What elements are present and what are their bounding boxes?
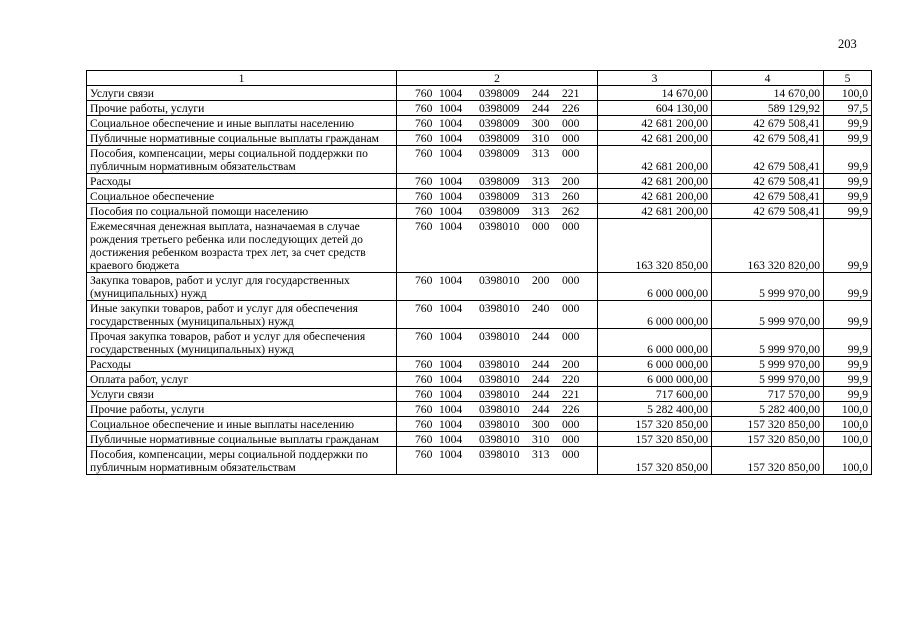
row-percent: 99,9 <box>824 273 872 301</box>
code-target: 0398010 <box>479 220 520 233</box>
row-codes <box>397 174 598 189</box>
row-name: Услуги связи <box>87 86 397 101</box>
code-ministry: 760 <box>415 302 433 315</box>
table-row <box>87 219 872 273</box>
code-ministry: 760 <box>415 433 433 446</box>
code-ministry: 760 <box>415 190 433 203</box>
row-percent: 100,0 <box>824 417 872 432</box>
header-col-3: 3 <box>598 71 712 86</box>
row-codes <box>397 447 598 475</box>
code-type: 313 <box>532 147 550 160</box>
code-target: 0398010 <box>479 388 520 401</box>
code-kosgu: 200 <box>562 175 580 188</box>
code-ministry: 760 <box>415 220 433 233</box>
code-ministry: 760 <box>415 87 433 100</box>
row-actual-amount: 42 679 508,41 <box>712 174 824 189</box>
row-plan-amount: 42 681 200,00 <box>598 174 712 189</box>
code-ministry: 760 <box>415 175 433 188</box>
row-percent: 99,9 <box>824 372 872 387</box>
row-plan-amount: 163 320 850,00 <box>598 219 712 273</box>
row-name: Расходы <box>87 174 397 189</box>
code-target: 0398010 <box>479 433 520 446</box>
row-plan-amount: 6 000 000,00 <box>598 329 712 357</box>
row-percent: 99,9 <box>824 219 872 273</box>
table-row <box>87 273 872 301</box>
code-section: 1004 <box>439 87 463 100</box>
row-name: Пособия, компенсации, меры социальной поддержки по публичным нормативным обязательствам <box>87 447 397 475</box>
row-name: Пособия, компенсации, меры социальной поддержки по публичным нормативным обязательствам <box>87 146 397 174</box>
row-codes <box>397 116 598 131</box>
code-section: 1004 <box>439 132 463 145</box>
code-target: 0398009 <box>479 117 520 130</box>
code-type: 244 <box>532 102 550 115</box>
row-codes <box>397 357 598 372</box>
row-name: Социальное обеспечение и иные выплаты населению <box>87 417 397 432</box>
code-target: 0398010 <box>479 330 520 343</box>
code-target: 0398010 <box>479 448 520 461</box>
row-name: Прочие работы, услуги <box>87 101 397 116</box>
code-kosgu: 000 <box>562 147 580 160</box>
row-plan-amount: 6 000 000,00 <box>598 357 712 372</box>
row-actual-amount: 5 999 970,00 <box>712 357 824 372</box>
row-actual-amount: 42 679 508,41 <box>712 146 824 174</box>
header-col-4: 4 <box>712 71 824 86</box>
table-row <box>87 372 872 387</box>
row-codes <box>397 301 598 329</box>
row-name: Публичные нормативные социальные выплаты гражданам <box>87 432 397 447</box>
code-section: 1004 <box>439 433 463 446</box>
code-ministry: 760 <box>415 388 433 401</box>
code-type: 300 <box>532 418 550 431</box>
row-codes <box>397 189 598 204</box>
row-percent: 99,9 <box>824 204 872 219</box>
code-type: 200 <box>532 274 550 287</box>
row-plan-amount: 157 320 850,00 <box>598 417 712 432</box>
code-target: 0398009 <box>479 190 520 203</box>
table-row <box>87 402 872 417</box>
row-plan-amount: 42 681 200,00 <box>598 204 712 219</box>
header-col-5: 5 <box>824 71 872 86</box>
row-actual-amount: 5 999 970,00 <box>712 301 824 329</box>
code-section: 1004 <box>439 388 463 401</box>
row-plan-amount: 157 320 850,00 <box>598 432 712 447</box>
code-target: 0398010 <box>479 418 520 431</box>
row-plan-amount: 6 000 000,00 <box>598 372 712 387</box>
table-row <box>87 432 872 447</box>
code-kosgu: 260 <box>562 190 580 203</box>
table-row <box>87 417 872 432</box>
row-percent: 97,5 <box>824 101 872 116</box>
code-ministry: 760 <box>415 274 433 287</box>
table-row <box>87 86 872 101</box>
row-plan-amount: 42 681 200,00 <box>598 146 712 174</box>
code-ministry: 760 <box>415 448 433 461</box>
code-target: 0398009 <box>479 132 520 145</box>
table-row <box>87 174 872 189</box>
row-actual-amount: 5 999 970,00 <box>712 329 824 357</box>
code-ministry: 760 <box>415 403 433 416</box>
code-type: 313 <box>532 205 550 218</box>
row-actual-amount: 42 679 508,41 <box>712 189 824 204</box>
row-name: Социальное обеспечение <box>87 189 397 204</box>
code-kosgu: 226 <box>562 102 580 115</box>
row-actual-amount: 157 320 850,00 <box>712 432 824 447</box>
code-type: 310 <box>532 132 550 145</box>
row-codes <box>397 372 598 387</box>
row-plan-amount: 14 670,00 <box>598 86 712 101</box>
code-section: 1004 <box>439 205 463 218</box>
row-percent: 100,0 <box>824 432 872 447</box>
code-type: 244 <box>532 87 550 100</box>
row-name: Оплата работ, услуг <box>87 372 397 387</box>
row-actual-amount: 157 320 850,00 <box>712 417 824 432</box>
code-section: 1004 <box>439 330 463 343</box>
row-percent: 100,0 <box>824 447 872 475</box>
code-target: 0398009 <box>479 102 520 115</box>
row-plan-amount: 157 320 850,00 <box>598 447 712 475</box>
row-name: Публичные нормативные социальные выплаты гражданам <box>87 131 397 146</box>
row-codes <box>397 86 598 101</box>
row-plan-amount: 717 600,00 <box>598 387 712 402</box>
code-kosgu: 221 <box>562 388 580 401</box>
code-target: 0398010 <box>479 302 520 315</box>
row-name: Прочие работы, услуги <box>87 402 397 417</box>
row-codes <box>397 131 598 146</box>
row-codes <box>397 329 598 357</box>
row-codes <box>397 273 598 301</box>
row-codes <box>397 204 598 219</box>
code-kosgu: 220 <box>562 373 580 386</box>
code-kosgu: 000 <box>562 117 580 130</box>
row-percent: 99,9 <box>824 146 872 174</box>
row-name: Закупка товаров, работ и услуг для государственных (муниципальных) нужд <box>87 273 397 301</box>
row-percent: 99,9 <box>824 357 872 372</box>
table-row <box>87 189 872 204</box>
code-kosgu: 000 <box>562 433 580 446</box>
code-target: 0398010 <box>479 403 520 416</box>
code-kosgu: 000 <box>562 448 580 461</box>
row-actual-amount: 5 282 400,00 <box>712 402 824 417</box>
code-ministry: 760 <box>415 117 433 130</box>
row-codes <box>397 387 598 402</box>
code-type: 313 <box>532 175 550 188</box>
code-type: 244 <box>532 388 550 401</box>
code-kosgu: 262 <box>562 205 580 218</box>
code-type: 313 <box>532 448 550 461</box>
code-section: 1004 <box>439 373 463 386</box>
code-type: 244 <box>532 373 550 386</box>
row-percent: 99,9 <box>824 174 872 189</box>
row-plan-amount: 5 282 400,00 <box>598 402 712 417</box>
code-type: 300 <box>532 117 550 130</box>
code-ministry: 760 <box>415 132 433 145</box>
row-name: Социальное обеспечение и иные выплаты населению <box>87 116 397 131</box>
code-ministry: 760 <box>415 358 433 371</box>
code-kosgu: 000 <box>562 418 580 431</box>
code-type: 244 <box>532 403 550 416</box>
code-type: 000 <box>532 220 550 233</box>
row-actual-amount: 42 679 508,41 <box>712 116 824 131</box>
header-col-1: 1 <box>87 71 397 86</box>
code-target: 0398010 <box>479 274 520 287</box>
code-section: 1004 <box>439 190 463 203</box>
code-section: 1004 <box>439 302 463 315</box>
row-plan-amount: 42 681 200,00 <box>598 189 712 204</box>
row-name: Расходы <box>87 357 397 372</box>
code-type: 244 <box>532 330 550 343</box>
row-actual-amount: 589 129,92 <box>712 101 824 116</box>
code-section: 1004 <box>439 418 463 431</box>
code-type: 310 <box>532 433 550 446</box>
code-ministry: 760 <box>415 147 433 160</box>
row-codes <box>397 101 598 116</box>
table-row <box>87 131 872 146</box>
code-type: 244 <box>532 358 550 371</box>
code-section: 1004 <box>439 220 463 233</box>
row-actual-amount: 5 999 970,00 <box>712 372 824 387</box>
code-ministry: 760 <box>415 330 433 343</box>
table-row <box>87 329 872 357</box>
code-kosgu: 226 <box>562 403 580 416</box>
table-header-row <box>87 71 872 86</box>
code-ministry: 760 <box>415 418 433 431</box>
row-actual-amount: 717 570,00 <box>712 387 824 402</box>
code-section: 1004 <box>439 147 463 160</box>
code-kosgu: 000 <box>562 274 580 287</box>
row-percent: 99,9 <box>824 189 872 204</box>
code-kosgu: 000 <box>562 132 580 145</box>
code-kosgu: 200 <box>562 358 580 371</box>
row-percent: 99,9 <box>824 116 872 131</box>
row-actual-amount: 42 679 508,41 <box>712 131 824 146</box>
row-plan-amount: 6 000 000,00 <box>598 273 712 301</box>
row-percent: 99,9 <box>824 301 872 329</box>
row-plan-amount: 604 130,00 <box>598 101 712 116</box>
row-name: Ежемесячная денежная выплата, назначаемая в случае рождения третьего ребенка или последующих детей до достижения ребенком возраста трех лет, за счет средств краевого бюджета <box>87 219 397 273</box>
row-plan-amount: 6 000 000,00 <box>598 301 712 329</box>
code-kosgu: 000 <box>562 302 580 315</box>
row-codes <box>397 402 598 417</box>
row-name: Пособия по социальной помощи населению <box>87 204 397 219</box>
code-target: 0398009 <box>479 87 520 100</box>
code-section: 1004 <box>439 274 463 287</box>
table-row <box>87 387 872 402</box>
row-actual-amount: 157 320 850,00 <box>712 447 824 475</box>
row-name: Услуги связи <box>87 387 397 402</box>
row-actual-amount: 42 679 508,41 <box>712 204 824 219</box>
row-percent: 99,9 <box>824 131 872 146</box>
budget-table <box>86 70 872 475</box>
table-row <box>87 101 872 116</box>
row-percent: 99,9 <box>824 329 872 357</box>
row-percent: 99,9 <box>824 387 872 402</box>
table-row <box>87 447 872 475</box>
code-section: 1004 <box>439 448 463 461</box>
code-section: 1004 <box>439 175 463 188</box>
table-row <box>87 357 872 372</box>
row-codes <box>397 146 598 174</box>
code-target: 0398010 <box>479 358 520 371</box>
code-type: 313 <box>532 190 550 203</box>
table-row <box>87 146 872 174</box>
row-actual-amount: 5 999 970,00 <box>712 273 824 301</box>
row-percent: 100,0 <box>824 402 872 417</box>
table-row <box>87 204 872 219</box>
code-target: 0398009 <box>479 205 520 218</box>
code-section: 1004 <box>439 102 463 115</box>
page-number: 203 <box>838 37 857 51</box>
code-target: 0398010 <box>479 373 520 386</box>
code-ministry: 760 <box>415 102 433 115</box>
row-name: Иные закупки товаров, работ и услуг для обеспечения государственных (муниципальных) нужд <box>87 301 397 329</box>
row-actual-amount: 14 670,00 <box>712 86 824 101</box>
code-section: 1004 <box>439 117 463 130</box>
row-plan-amount: 42 681 200,00 <box>598 131 712 146</box>
row-codes <box>397 219 598 273</box>
code-kosgu: 000 <box>562 220 580 233</box>
row-plan-amount: 42 681 200,00 <box>598 116 712 131</box>
code-type: 240 <box>532 302 550 315</box>
code-target: 0398009 <box>479 175 520 188</box>
code-kosgu: 221 <box>562 87 580 100</box>
code-target: 0398009 <box>479 147 520 160</box>
code-section: 1004 <box>439 403 463 416</box>
code-ministry: 760 <box>415 373 433 386</box>
row-name: Прочая закупка товаров, работ и услуг для обеспечения государственных (муниципальных) нужд <box>87 329 397 357</box>
code-section: 1004 <box>439 358 463 371</box>
code-kosgu: 000 <box>562 330 580 343</box>
row-codes <box>397 432 598 447</box>
table-row <box>87 301 872 329</box>
row-percent: 100,0 <box>824 86 872 101</box>
row-codes <box>397 417 598 432</box>
table-row <box>87 116 872 131</box>
row-actual-amount: 163 320 820,00 <box>712 219 824 273</box>
header-col-2: 2 <box>397 71 598 86</box>
code-ministry: 760 <box>415 205 433 218</box>
